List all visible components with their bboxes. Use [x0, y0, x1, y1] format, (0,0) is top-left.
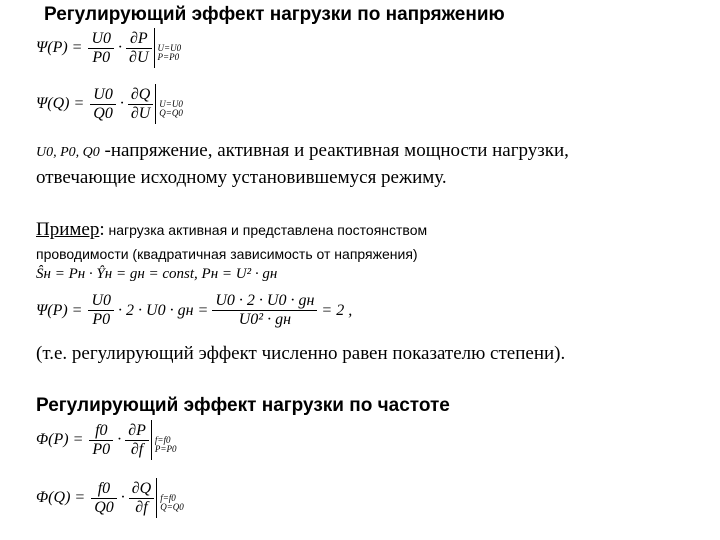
evaluation-condition: U=U0 P=P0	[157, 43, 182, 62]
formula-psi-q	[36, 84, 192, 124]
fraction	[89, 422, 113, 459]
derivative-denominator: ∂U	[129, 48, 149, 66]
derivative-numerator: ∂P	[125, 422, 149, 441]
definition-text: -напряжение, активная и реактивная мощности нагрузки,	[99, 140, 569, 161]
heading-frequency: Регулирующий эффект нагрузки по частоте	[36, 395, 450, 416]
derivative	[126, 30, 151, 67]
formula-result: = 2 ,	[321, 301, 353, 319]
derivative-denominator: ∂f	[135, 498, 148, 516]
evaluation-bar	[151, 420, 188, 460]
dot-operator: ·	[120, 489, 125, 506]
fraction-numerator: U0	[90, 86, 116, 105]
evaluation-bar	[154, 28, 191, 68]
formula-lhs: Ψ(P) =	[36, 301, 83, 319]
fraction-numerator: U0 · 2 · U0 · gн	[212, 292, 317, 311]
example-label: Пример	[36, 219, 100, 240]
formula-lhs: Ψ(P) =	[36, 39, 83, 56]
evaluation-bar	[156, 478, 193, 518]
dot-operator: ·	[119, 95, 124, 112]
fraction	[212, 292, 317, 329]
fraction-numerator: f0	[91, 480, 117, 499]
evaluation-bar	[155, 84, 192, 124]
definition-symbols: U0, P0, Q0	[36, 145, 100, 160]
evaluation-condition: f=f0 P=P0	[154, 435, 177, 454]
evaluation-condition: f=f0 Q=Q0	[160, 493, 184, 512]
definition-line-1	[36, 140, 569, 162]
formula-lhs: Ψ(Q) =	[36, 95, 85, 112]
definition-line-2: отвечающие исходному установившемуся режиму.	[36, 167, 447, 188]
fraction-denominator: P0	[92, 311, 111, 328]
example-formula-line: Ŝн = Pн · Ŷн = gн = const, Pн = U² · gн	[36, 266, 278, 282]
example-text: нагрузка активная и представлена постоянством	[104, 222, 428, 238]
fraction-denominator: P0	[92, 440, 111, 458]
fraction-denominator: Q0	[94, 498, 114, 516]
dot-operator: ·	[117, 431, 122, 448]
fraction-numerator: U0	[88, 30, 114, 49]
example-line-1	[36, 219, 427, 241]
evaluation-condition: U=U0 Q=Q0	[159, 99, 183, 118]
fraction-denominator: U0² · gн	[238, 311, 292, 328]
heading-voltage: Регулирующий эффект нагрузки по напряжению	[44, 4, 505, 25]
formula-lhs: Φ(P) =	[36, 431, 84, 448]
derivative-numerator: ∂Q	[128, 86, 153, 105]
derivative	[129, 480, 154, 517]
derivative-denominator: ∂U	[130, 104, 151, 122]
fraction-numerator: f0	[89, 422, 113, 441]
fraction-denominator: Q0	[93, 104, 113, 122]
fraction	[90, 86, 116, 123]
example-conclusion: (т.е. регулирующий эффект численно равен показателю степени).	[36, 343, 566, 364]
formula-phi-p	[36, 420, 188, 460]
derivative	[128, 86, 153, 123]
derivative-numerator: ∂P	[126, 30, 151, 49]
fraction	[88, 292, 114, 329]
example-psi-formula	[36, 292, 352, 329]
dot-operator: ·	[118, 39, 123, 56]
fraction-numerator: U0	[88, 292, 114, 311]
derivative-denominator: ∂f	[130, 440, 144, 458]
formula-phi-q	[36, 478, 193, 518]
example-colon: :	[99, 219, 105, 240]
fraction	[88, 30, 114, 67]
formula-lhs: Φ(Q) =	[36, 489, 86, 506]
formula-psi-p	[36, 28, 191, 68]
derivative-numerator: ∂Q	[129, 480, 154, 499]
derivative	[125, 422, 149, 459]
formula-middle: · 2 · U0 · gн =	[118, 301, 209, 319]
example-line-2: проводимости (квадратичная зависимость от напряжения)	[36, 246, 418, 262]
fraction-denominator: P0	[92, 48, 111, 66]
fraction	[91, 480, 117, 517]
